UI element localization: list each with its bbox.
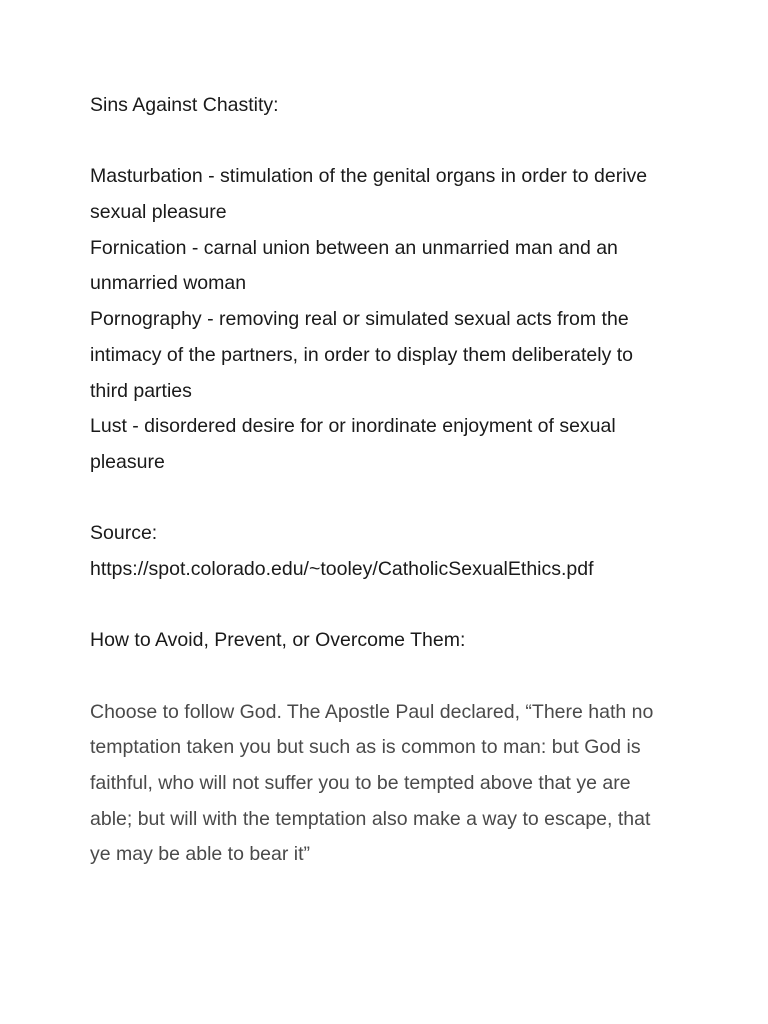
paragraph-line: faithful, who will not suffer you to be tempted above that ye are xyxy=(90,772,631,795)
paragraph-line: Choose to follow God. The Apostle Paul declared, “There hath no xyxy=(90,700,654,723)
spacer xyxy=(90,481,690,517)
definition-item-pornography xyxy=(90,302,690,409)
definition-line: Fornication - carnal union between an unmarried man and an xyxy=(90,236,618,259)
spacer xyxy=(90,659,690,695)
document-heading: Sins Against Chastity: xyxy=(90,94,279,116)
spacer xyxy=(90,124,690,160)
definition-line: sexual pleasure xyxy=(90,201,227,224)
paragraph-line: ye may be able to bear it” xyxy=(90,843,311,866)
paragraph-line: temptation taken you but such as is common to man: but God is xyxy=(90,736,641,759)
definition-item-lust xyxy=(90,409,690,480)
paragraph-line: able; but will with the temptation also make a way to escape, that xyxy=(90,807,651,830)
definition-line: Lust - disordered desire for or inordinate enjoyment of sexual xyxy=(90,415,616,438)
definition-item-masturbation xyxy=(90,159,690,230)
section-heading: How to Avoid, Prevent, or Overcome Them: xyxy=(90,629,466,652)
definition-line: Masturbation - stimulation of the genital organs in order to derive xyxy=(90,165,648,188)
definition-line: unmarried woman xyxy=(90,272,247,295)
definition-line: intimacy of the partners, in order to display them deliberately to xyxy=(90,343,634,366)
source-label: Source: xyxy=(90,522,158,545)
scripture-paragraph xyxy=(90,695,690,873)
definition-line: Pornography - removing real or simulated sexual acts from the xyxy=(90,308,629,331)
definition-line: third parties xyxy=(90,379,192,402)
definition-item-fornication xyxy=(90,231,690,302)
definition-line: pleasure xyxy=(90,450,165,473)
spacer xyxy=(90,588,690,624)
document-page xyxy=(90,88,690,873)
source-url: https://spot.colorado.edu/~tooley/CatholicSexualEthics.pdf xyxy=(90,557,594,580)
